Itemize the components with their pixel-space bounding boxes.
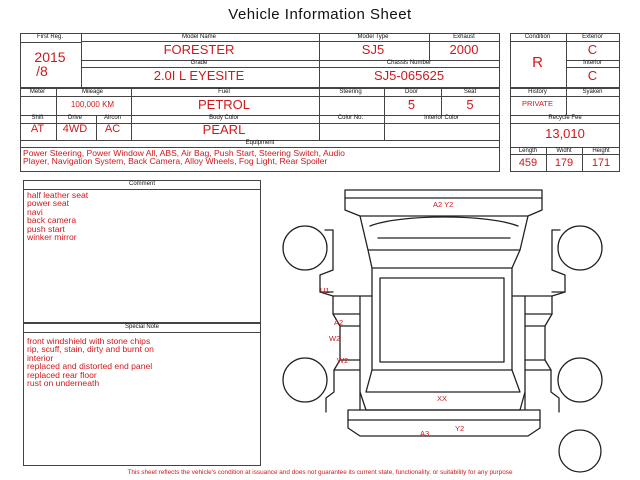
color-no-label: Color No. [337,115,364,121]
first-reg-month: /8 [36,63,48,79]
equipment-label: Equipment [245,140,275,146]
comment-line: power seat [27,198,70,209]
model-name-value: FORESTER [163,42,235,57]
wheel-rear-left [283,358,327,402]
fuel-value: PETROL [197,97,250,112]
seat-label: Seat [463,89,477,95]
chassis-label: Chassis Number [386,60,432,66]
recycle-fee-label: Recycle Fee [548,115,582,121]
seat-value: 5 [466,97,474,112]
windshield [368,250,520,268]
damage-mark-u1: U1 [320,286,330,295]
equipment-line-2: Player, Navigation System, Back Camera, Alloy Wheels, Fog Light, Rear Spoiler [23,156,328,166]
aircon-label: Aircon [103,115,121,121]
syaken-label: Syaken [582,89,603,95]
special-note-lines [27,337,257,387]
comment-line: back camera [27,215,77,226]
model-type-label: Model Type [357,34,389,40]
damage-mark-a2: A2 [334,318,344,327]
comment-line: navi [27,206,43,217]
grade-value: 2.0I L EYESITE [153,68,245,83]
roof [372,268,512,370]
condition-value: R [532,54,543,71]
rear-window [366,370,520,392]
exterior-value: C [587,42,598,57]
steering-label: Steering [339,89,362,95]
model-name-label: Model Name [181,34,216,40]
condition-label: Condition [524,34,551,40]
spare-wheel [559,430,601,472]
damage-mark-xx: XX [437,394,448,403]
damage-mark-a3: A3 [420,429,430,438]
wheel-front-left [283,226,327,270]
interior-label: Interior [583,60,602,66]
mileage-label: Mileage [81,89,103,95]
comment-line: push start [27,223,65,234]
special-note-line: rust on underneath [27,378,100,389]
comment-label: Comment [128,181,155,187]
body-color-label: Body Color [209,115,239,121]
rear-bumper [348,410,540,436]
body-color-value: PEARL [202,122,246,137]
first-reg-year: 2015 [34,49,66,65]
chassis-value: SJ5-065625 [373,68,445,83]
drive-label: Drive [67,115,82,121]
right-side [545,230,565,412]
drive-value: 4WD [62,123,88,135]
exhaust-value: 2000 [449,42,479,57]
aircon-value: AC [104,123,121,135]
recycle-fee-value: 13,010 [545,126,585,141]
shift-value: AT [30,123,45,135]
interior-value: C [587,68,598,83]
shift-label: Shift [31,115,44,121]
hood [360,216,528,250]
height-value: 171 [591,157,611,169]
grade-label: Grade [190,60,208,66]
damage-mark-w2: W2 [329,334,341,343]
interior-color-label: Interior Color [424,115,459,121]
length-label: Length [518,148,538,154]
exterior-label: Exterior [582,34,603,40]
door-label: Door [404,89,418,95]
damage-mark-y2: Y2 [455,424,465,433]
comment-lines [27,191,257,241]
equipment-line-1: Power Steering, Power Window All, ABS, Air Bag, Push Start, Steering Switch, Audio [23,148,345,158]
damage-mark-w2: W2 [337,356,349,365]
sheet-title: Vehicle Information Sheet [228,6,412,23]
damage-mark-a2y2: A2 Y2 [433,200,454,209]
fuel-label: Fuel [218,89,230,95]
first-reg-label: First Reg. [36,34,63,40]
exhaust-label: Exhaust [453,34,475,40]
wheel-rear-right [558,358,602,402]
door-value: 5 [407,97,416,112]
special-note-line: replaced and distorted end panel [27,361,153,372]
width-value: 179 [554,157,574,169]
special-note-line: rip, scuff, stain, dirty and burnt on [27,344,154,355]
meter-label: Meter [29,89,46,95]
width-label: Widht [556,148,572,154]
special-note-label: Special Note [124,324,160,330]
model-type-value: SJ5 [361,42,385,57]
wheel-front-right [558,226,602,270]
comment-line: half leather seat [27,190,89,200]
history-label: History [528,89,547,95]
mileage-value: 100,000 KM [70,100,115,109]
special-note-line: interior [27,352,54,363]
length-value: 459 [518,157,538,169]
history-value: PRIVATE [522,99,553,108]
special-note-line: front windshield with stone chips [27,336,151,346]
height-label: Height [592,148,610,154]
special-note-line: replaced rear floor [27,369,97,380]
disclaimer-footer: This sheet reflects the vehicle's condition at issuance and does not guarantee its current state, functionality, or suitability for any purpose [127,469,513,476]
comment-line: winker mirror [27,232,77,243]
